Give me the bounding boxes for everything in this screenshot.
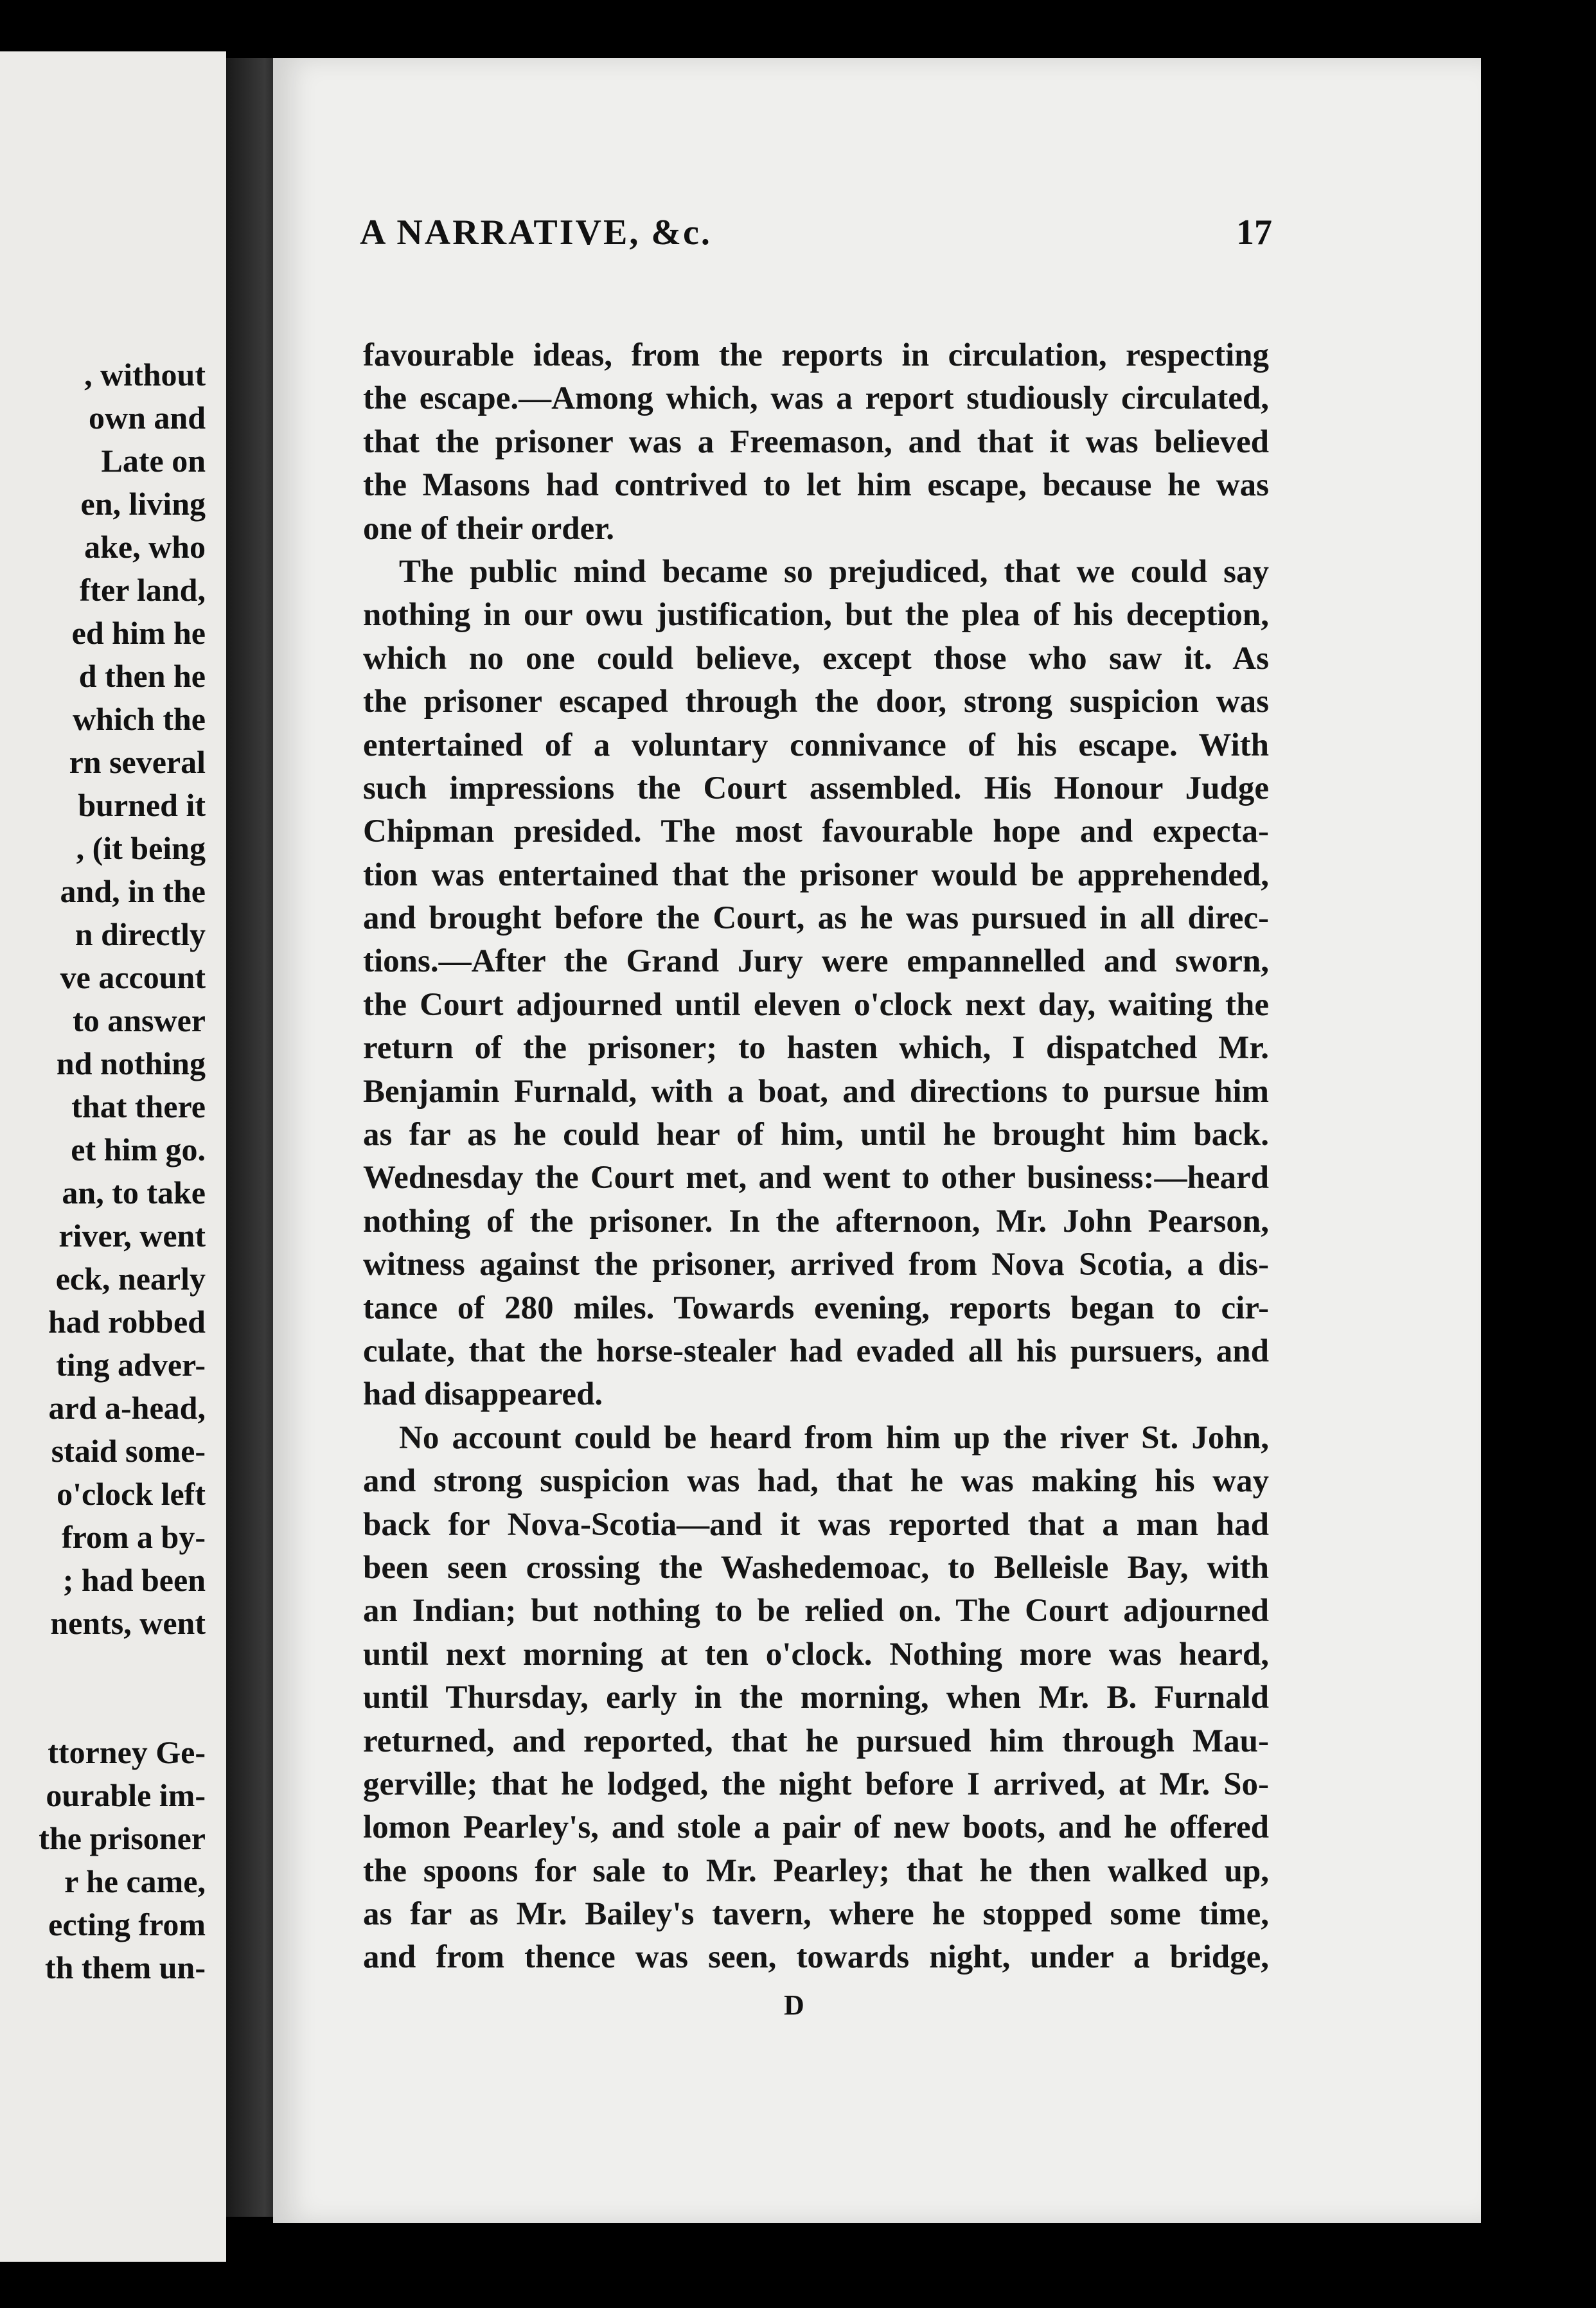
running-head-title: A NARRATIVE, &c.	[360, 213, 712, 253]
left-page-line: to answer	[73, 1002, 206, 1038]
text-line: and strong suspicion was had, that he was making his way	[363, 1463, 1269, 1500]
left-page-line: staid some-	[51, 1433, 206, 1469]
left-page-line: ting adver-	[56, 1347, 206, 1383]
text-line: tance of 280 miles. Towards evening, reports began to cir-	[363, 1290, 1269, 1326]
text-line: Benjamin Furnald, with a boat, and directions to pursue him	[363, 1073, 1269, 1110]
text-line: nothing of the prisoner. In the afternoon, Mr. John Pearson,	[363, 1203, 1269, 1239]
text-line: the Court adjourned until eleven o'clock next day, waiting the	[363, 986, 1269, 1023]
left-page-line: the prisoner	[39, 1820, 206, 1856]
text-line: until Thursday, early in the morning, when Mr. B. Furnald	[363, 1680, 1269, 1716]
left-page-line: had robbed	[48, 1304, 206, 1340]
text-line: tion was entertained that the prisoner would be apprehended,	[363, 857, 1269, 893]
left-page-fragment	[0, 51, 226, 2262]
text-line: No account could be heard from him up the river St. John,	[399, 1419, 1269, 1456]
left-page-line: et him go.	[71, 1132, 206, 1167]
left-page-line: , (it being	[76, 830, 206, 866]
left-page-line: ; had been	[62, 1562, 206, 1598]
text-line: back for Nova-Scotia—and it was reported that a man had	[363, 1506, 1269, 1543]
body-text	[363, 334, 1269, 1980]
left-page-line: nents, went	[50, 1605, 206, 1641]
signature-mark: D	[784, 1989, 804, 2021]
left-page-line: , without	[84, 357, 206, 393]
left-page-line: river, went	[58, 1218, 206, 1254]
left-page-line: nd nothing	[56, 1045, 206, 1081]
left-page-line: burned it	[78, 787, 206, 823]
left-page-line: an, to take	[62, 1175, 206, 1211]
left-page-line: that there	[71, 1088, 206, 1124]
left-page-line: ecting from	[48, 1906, 206, 1942]
left-page-line: ve account	[60, 959, 206, 995]
left-page-line: fter land,	[79, 572, 206, 608]
left-page-line: ed him he	[71, 615, 206, 651]
text-line: one of their order.	[363, 510, 614, 547]
left-page-line: ourable im-	[46, 1777, 206, 1813]
text-line: the spoons for sale to Mr. Pearley; that he then walked up,	[363, 1852, 1269, 1889]
text-line: been seen crossing the Washedemoac, to Belleisle Bay, with	[363, 1549, 1269, 1586]
left-page-line	[39, 1688, 206, 1731]
text-line: until next morning at ten o'clock. Nothing more was heard,	[363, 1636, 1269, 1673]
text-line: entertained of a voluntary connivance of his escape. With	[363, 727, 1269, 763]
left-page-line: and, in the	[60, 873, 206, 909]
text-line: gerville; that he lodged, the night before I arrived, at Mr. So-	[363, 1766, 1269, 1802]
left-page-text	[39, 353, 206, 1989]
text-line: The public mind became so prejudiced, that we could say	[399, 553, 1269, 590]
text-line: which no one could believe, except those who saw it. As	[363, 640, 1269, 677]
left-page-line: which the	[73, 701, 206, 737]
left-page-line: ard a-head,	[48, 1390, 206, 1426]
text-line: the Masons had contrived to let him escape, because he was	[363, 467, 1269, 504]
page-number: 17	[1236, 213, 1272, 253]
text-line: Chipman presided. The most favourable hope and expecta-	[363, 813, 1269, 850]
left-page-line: from a by-	[61, 1519, 206, 1555]
text-line: had disappeared.	[363, 1376, 603, 1413]
left-page-line: rn several	[69, 744, 206, 780]
left-page-line: th them un-	[44, 1949, 206, 1985]
text-line: and from thence was seen, towards night, under a bridge,	[363, 1939, 1269, 1976]
text-line: such impressions the Court assembled. His Honour Judge	[363, 770, 1269, 806]
text-line: favourable ideas, from the reports in circulation, respecting	[363, 337, 1269, 373]
left-page-line: ake, who	[84, 529, 206, 565]
text-line: as far as Mr. Bailey's tavern, where he stopped some time,	[363, 1896, 1269, 1933]
left-page-line: o'clock left	[57, 1476, 206, 1512]
text-line: the escape.—Among which, was a report studiously circulated,	[363, 380, 1269, 417]
text-line: witness against the prisoner, arrived from Nova Scotia, a dis-	[363, 1247, 1269, 1283]
text-line: Wednesday the Court met, and went to other business:—heard	[363, 1160, 1269, 1196]
left-page-line	[39, 1645, 206, 1688]
text-line: and brought before the Court, as he was pursued in all direc-	[363, 900, 1269, 937]
text-line: return of the prisoner; to hasten which, I dispatched Mr.	[363, 1030, 1269, 1067]
left-page-line: eck, nearly	[55, 1261, 206, 1297]
left-page-line: n directly	[75, 916, 206, 952]
left-page-line: own and	[88, 400, 206, 436]
left-page-line: en, living	[80, 486, 206, 522]
text-line: tions.—After the Grand Jury were empannelled and sworn,	[363, 943, 1269, 980]
left-page-line: d then he	[78, 658, 206, 694]
text-line: an Indian; but nothing to be relied on. The Court adjourned	[363, 1593, 1269, 1629]
text-line: as far as he could hear of him, until he brought him back.	[363, 1117, 1269, 1153]
text-line: lomon Pearley's, and stole a pair of new boots, and he offered	[363, 1809, 1269, 1846]
left-page-line: Late on	[101, 443, 206, 479]
text-line: nothing in our owu justification, but the plea of his deception,	[363, 597, 1269, 634]
left-page-line: ttorney Ge-	[48, 1734, 206, 1770]
text-line: the prisoner escaped through the door, strong suspicion was	[363, 684, 1269, 720]
text-line: returned, and reported, that he pursued him through Mau-	[363, 1723, 1269, 1759]
left-page-line: r he came,	[64, 1863, 206, 1899]
text-line: that the prisoner was a Freemason, and that it was believed	[363, 423, 1269, 460]
text-line: culate, that the horse-stealer had evaded all his pursuers, and	[363, 1333, 1269, 1369]
